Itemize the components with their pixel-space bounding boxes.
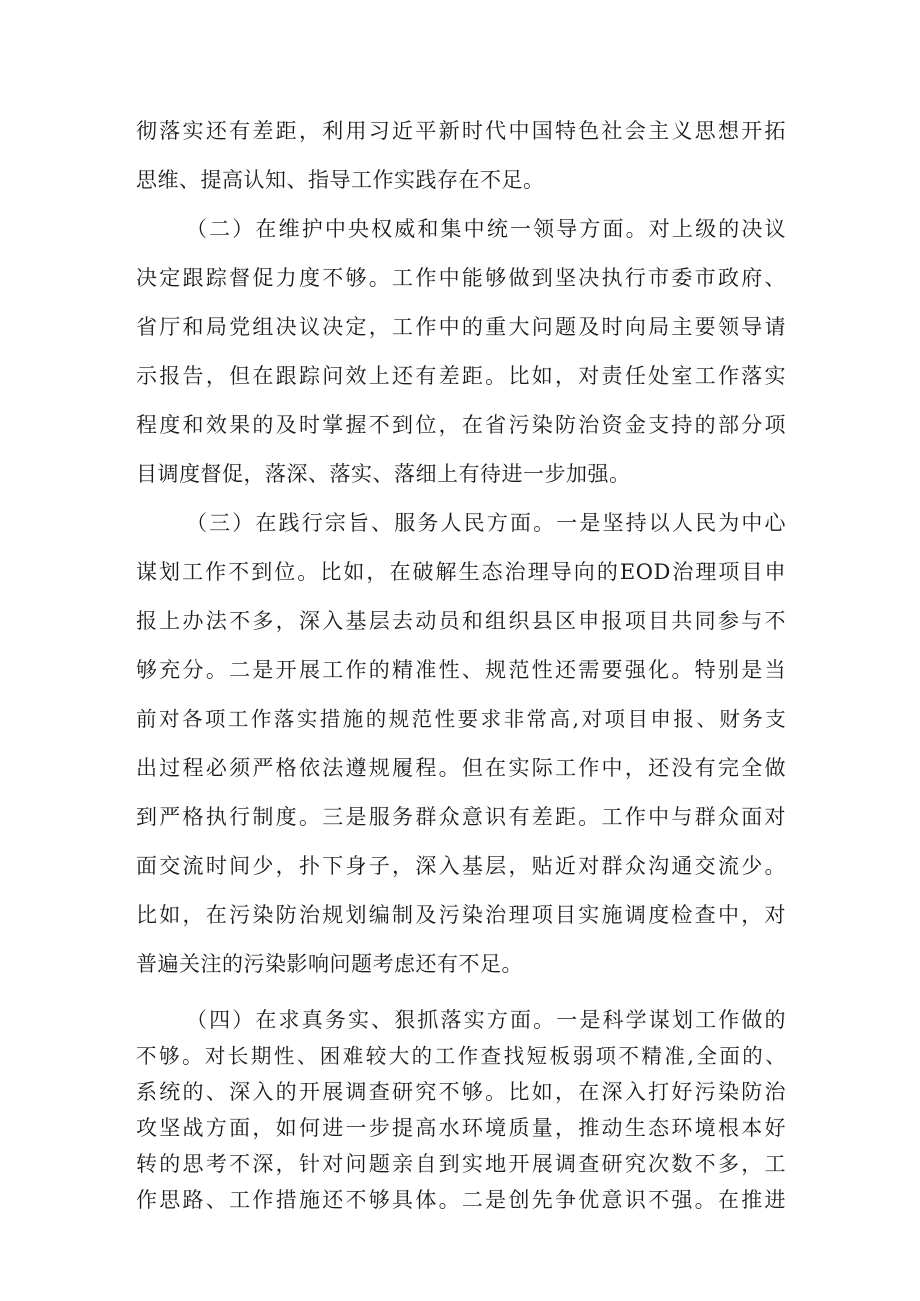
text-line: 出过程必须严格依法遵规履程。但在实际工作中，还没有完全做 — [136, 756, 786, 780]
text-line: 彻落实还有差距，利用习近平新时代中国特色社会主义思想开拓 — [136, 119, 786, 143]
text-line: 报上办法不多，深入基层去动员和组织县区申报项目共同参与不 — [136, 609, 786, 633]
text-line: 普遍关注的污染影响问题考虑还有不足。 — [136, 952, 523, 976]
text-line: 谋划工作不到位。比如，在破解生态治理导向的EOD治理项目申 — [136, 560, 786, 584]
text-line: 省厅和局党组决议决定，工作中的重大问题及时向局主要领导请 — [136, 315, 786, 339]
text-line: 面交流时间少，扑下身子，深入基层，贴近对群众沟通交流少。 — [136, 854, 786, 878]
paragraph-heading: （二）在维护中央权威和集中统一领导方面。对上级的决议 — [186, 217, 786, 241]
text-line: 比如，在污染防治规划编制及污染治理项目实施调度检查中，对 — [136, 903, 786, 927]
text-line: 决定跟踪督促力度不够。工作中能够做到坚决执行市委市政府、 — [136, 266, 786, 290]
paragraph-heading: （三）在践行宗旨、服务人民方面。一是坚持以人民为中心 — [186, 511, 786, 535]
text-line: 示报告，但在跟踪问效上还有差距。比如，对责任处室工作落实 — [136, 364, 786, 388]
text-line: 不够。对长期性、困难较大的工作查找短板弱项不精准,全面的、 — [136, 1044, 786, 1068]
paragraph-heading: （四）在求真务实、狠抓落实方面。一是科学谋划工作做的 — [186, 1008, 786, 1032]
text-line: 够充分。二是开展工作的精准性、规范性还需要强化。特别是当 — [136, 658, 786, 682]
text-line: 转的思考不深，针对问题亲自到实地开展调查研究次数不多，工 — [136, 1152, 786, 1176]
text-line: 前对各项工作落实措施的规范性要求非常高,对项目申报、财务支 — [136, 707, 786, 731]
text-line: 目调度督促，落深、落实、落细上有待进一步加强。 — [136, 462, 631, 486]
text-line: 程度和效果的及时掌握不到位，在省污染防治资金支持的部分项 — [136, 413, 786, 437]
text-line: 攻坚战方面，如何进一步提高水环境质量，推动生态环境根本好 — [136, 1116, 786, 1140]
text-line: 作思路、工作措施还不够具体。二是创先争优意识不强。在推进 — [136, 1188, 786, 1212]
text-line: 系统的、深入的开展调查研究不够。比如，在深入打好污染防治 — [136, 1080, 786, 1104]
text-line: 思维、提高认知、指导工作实践存在不足。 — [136, 168, 545, 192]
text-line: 到严格执行制度。三是服务群众意识有差距。工作中与群众面对 — [136, 805, 786, 829]
